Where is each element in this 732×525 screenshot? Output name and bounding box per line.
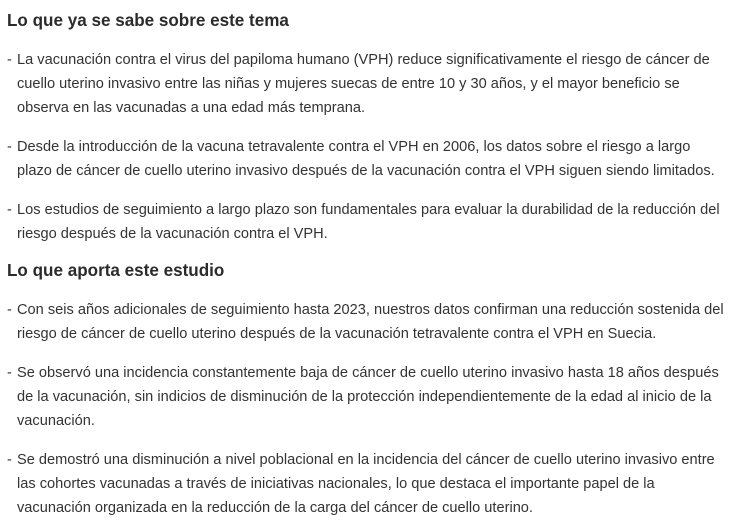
bullet-dash: - <box>7 52 12 68</box>
bullet-dash: - <box>7 139 12 155</box>
list-item-text: Se demostró una disminución a nivel poblacional en la incidencia del cáncer de cuello uterino invasivo entre las cohortes vacunadas a través de iniciativas nacionales, lo que destaca el importante papel de la vacunación organizada en la reducción de la carga del cáncer de cuello uterino. <box>17 452 715 516</box>
list-item <box>7 198 732 246</box>
list-item-text: Desde la introducción de la vacuna tetravalente contra el VPH en 2006, los datos sobre el riesgo a largo plazo de cáncer de cuello uterino invasivo después de la vacunación contra el VPH siguen siendo limitados. <box>17 139 715 179</box>
study-contributions-list <box>7 298 732 520</box>
known-facts-list <box>7 48 732 246</box>
list-item <box>7 135 732 183</box>
list-item <box>7 448 732 520</box>
bullet-dash: - <box>7 302 12 318</box>
list-item-text: Con seis años adicionales de seguimiento hasta 2023, nuestros datos confirman una reducción sostenida del riesgo de cáncer de cuello uterino después de la vacunación tetravalente contra el VPH en Suecia. <box>17 302 724 342</box>
section-title-contribution: Lo que aporta este estudio <box>7 261 225 280</box>
list-item <box>7 361 732 433</box>
list-item <box>7 298 732 346</box>
section-title-known: Lo que ya se sabe sobre este tema <box>7 11 289 30</box>
list-item-text: Los estudios de seguimiento a largo plazo son fundamentales para evaluar la durabilidad de la reducción del riesgo después de la vacunación contra el VPH. <box>17 202 720 242</box>
bullet-dash: - <box>7 452 12 468</box>
list-item-text: Se observó una incidencia constantemente baja de cáncer de cuello uterino invasivo hasta 18 años después de la vacunación, sin indicios de disminución de la protección independientemente de la edad al inicio de la vacunación. <box>17 365 719 429</box>
bullet-dash: - <box>7 202 12 218</box>
list-item <box>7 48 732 120</box>
bullet-dash: - <box>7 365 12 381</box>
list-item-text: La vacunación contra el virus del papiloma humano (VPH) reduce significativamente el riesgo de cáncer de cuello uterino invasivo entre las niñas y mujeres suecas de entre 10 y 30 años, y el mayor beneficio se observa en las vacunadas a una edad más temprana. <box>17 52 710 116</box>
